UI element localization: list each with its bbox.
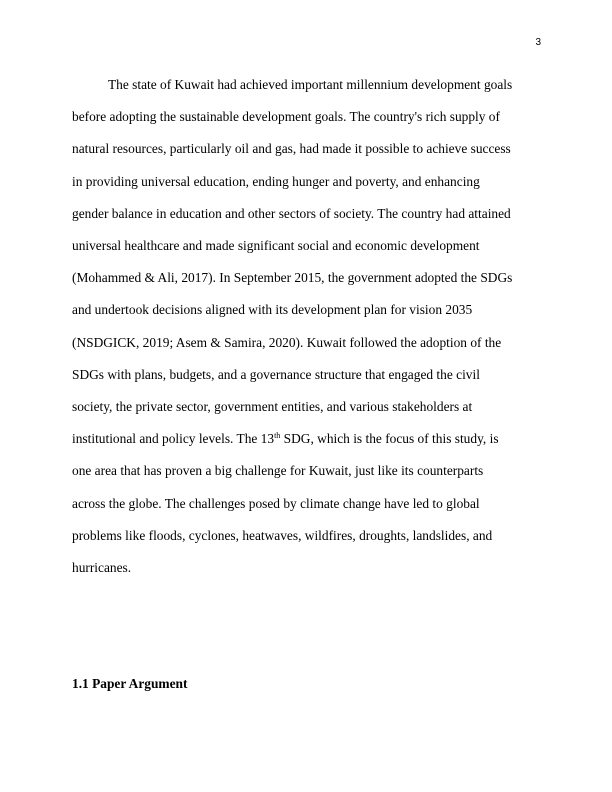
page-number: 3 [535,37,541,48]
paragraph-line [72,423,540,455]
paragraph-line: problems like floods, cyclones, heatwaves, wildfires, droughts, landslides, and [72,527,493,543]
paragraph-line: one area that has proven a big challenge for Kuwait, just like its counterparts [72,463,484,479]
line-text-after-superscript: SDG, which is the focus of this study, is [280,431,499,447]
section-heading: 1.1 Paper Argument [72,676,188,691]
paragraph-line: society, the private sector, government entities, and various stakeholders at [72,399,473,415]
paragraph-line: (NSDGICK, 2019; Asem & Samira, 2020). Kuwait followed the adoption of the [72,334,502,350]
paragraph-line: natural resources, particularly oil and gas, had made it possible to achieve success [72,141,511,157]
paragraph-line: (Mohammed & Ali, 2017). In September 2015, the government adopted the SDGs [72,270,513,286]
line-text-before-superscript: institutional and policy levels. The 13 [72,431,275,447]
paragraph-line: hurricanes. [72,560,132,576]
paragraph-line: gender balance in education and other sectors of society. The country had attained [72,205,511,221]
ordinal-superscript: th [274,431,281,441]
paragraph-line: and undertook decisions aligned with its development plan for vision 2035 [72,302,473,318]
paragraph-line: before adopting the sustainable development goals. The country's rich supply of [72,109,500,125]
body-paragraph [72,69,540,584]
paragraph-line: SDGs with plans, budgets, and a governance structure that engaged the civil [72,366,480,382]
paragraph-line: The state of Kuwait had achieved important millennium development goals [108,77,513,92]
paragraph-line: universal healthcare and made significant social and economic development [72,238,480,254]
paragraph-line: in providing universal education, ending hunger and poverty, and enhancing [72,173,480,189]
paragraph-line: across the globe. The challenges posed by climate change have led to global [72,495,480,511]
